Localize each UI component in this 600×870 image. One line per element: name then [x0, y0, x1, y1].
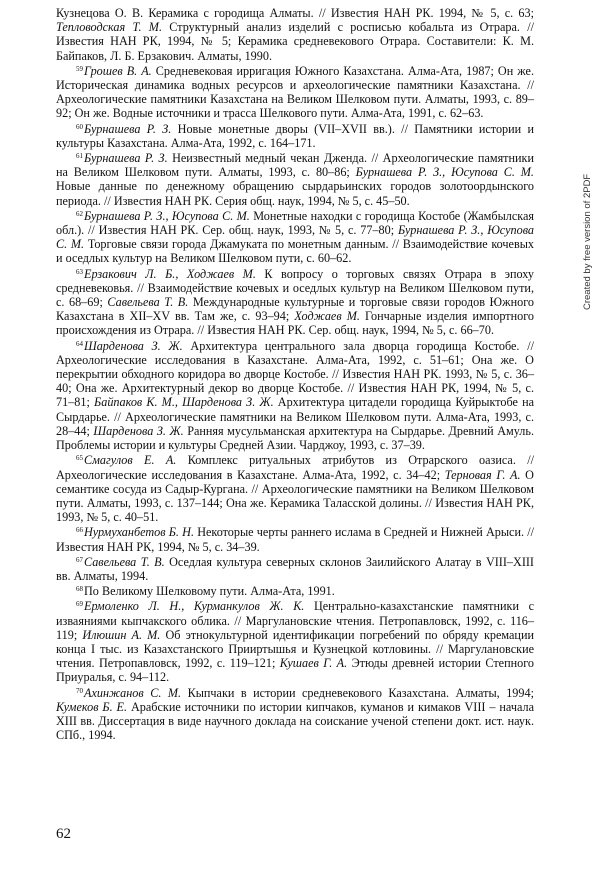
footnote-number: 62	[76, 209, 83, 218]
footnote-number: 70	[76, 686, 83, 695]
footnote-number: 61	[76, 152, 83, 161]
citation-text: Архитектура центрального зала дворца городища Костобе. // Археологические исследования в Казахстане. Алма-Ата, 1992, с. 51–61; Она же. О перекрытии обходного коридора во дворце Костобе. // Известия НАН РК. 1993, № 5, с. 36–40; Она же. Архитектурный декор во дворце Костобе. // Известия НАН РК, 1994, № 5, с. 71–81;	[56, 338, 534, 410]
footnote-number: 64	[76, 339, 83, 348]
citation-text: Архитектура цитадели городища Куйрыктобе на Сырдарье. // Археологические памятники на Великом Шелковом пути. Алма-Ата, 1993, с. 28–44;	[56, 395, 535, 438]
citation-author: Савельева Т. В.	[107, 295, 189, 310]
citation-author: Тепловодская Т. М.	[56, 20, 162, 35]
citation-author: Бурнашева Р. З.	[84, 121, 172, 136]
citation-author: Бурнашева Р. З., Юсупова С. М.	[56, 223, 534, 252]
citation-text: Кузнецова О. В. Керамика с городища Алматы. // Известия НАН РК. 1994, № 5, с. 63;	[56, 6, 534, 20]
citation-author: Кушаев Г. А.	[279, 656, 348, 671]
footnote-60	[56, 122, 534, 150]
citation-author: Савельева Т. В.	[84, 554, 165, 569]
footnote-number: 63	[76, 267, 83, 276]
citation-author: Бурнашева Р. З., Юсупова С. М.	[355, 165, 534, 180]
page-number: 62	[56, 826, 71, 842]
footnote-68	[56, 584, 534, 598]
citation-text: Структурный анализ изделий с росписью кобальта из Отрара. // Известия НАН РК, 1994, № 5; Керамика средневекового Отрара. Составители: К. М. Байпаков, Л. Б. Ерзакович. Алматы, 1990.	[56, 20, 535, 63]
footnote-70	[56, 686, 534, 743]
footnote-67	[56, 555, 534, 583]
citation-author: Кумеков Б. Е.	[56, 699, 128, 714]
footnote-65	[56, 453, 534, 524]
footnote-66	[56, 525, 534, 553]
citation-text: Арабские источники по истории кипчаков, куманов и кимаков VIII – начала XIII вв. Диссертация в виде научного доклада на соискание ученой степени докт. ист. наук. СПб., 1994.	[56, 699, 534, 743]
footnote-number: 67	[76, 555, 83, 564]
citation-text: Монетные находки с городища Костобе (Жамбылская обл.). // Известия НАН РК. Сер. общ. наук, 1993, № 5, с. 77–80;	[56, 208, 535, 238]
footnote-number: 59	[76, 64, 83, 73]
footnote-continuation	[56, 6, 534, 63]
footnote-number: 69	[76, 600, 83, 609]
citation-author: Грошев В. А.	[84, 63, 152, 78]
citation-author: Бурнашева Р. З.	[84, 151, 168, 166]
citation-author: Ходжаев М.	[294, 309, 360, 324]
citation-text: Торговые связи города Джамуката по монетным данным. // Взаимодействие кочевых и оседлых культур на Великом Шелковом пути, с. 60–62.	[56, 237, 534, 266]
citation-author: Ахинжанов С. М.	[84, 685, 182, 700]
citation-text: Ранняя мусульманская архитектура на Сырдарье. Древний Амуль. Проблемы истории и культуры Средней Азии. Чарджоу, 1993, с. 37–39.	[56, 423, 534, 453]
citation-text: Международные культурные и торговые связи городов Южного Казахстана в XII–XV вв. Там же, с. 93–94;	[56, 295, 534, 324]
footnotes-text	[56, 6, 534, 742]
citation-author: Илюшин А. М.	[82, 627, 161, 642]
footnote-61	[56, 151, 534, 208]
footnote-62	[56, 209, 534, 266]
citation-text: Об этнокультурной идентификации погребений по обряду кремации конца I тыс. из Казахстанского Прииртышья и Кузнецкой котловины. // Маргулановские чтения. Петропавловск, 1992, с. 119–121;	[56, 627, 534, 671]
citation-author: Шарденова З. Ж.	[84, 338, 183, 353]
citation-text: О семантике сосуда из Садыр-Кургана. // Археологические памятники на Великом Шелковом пути. Алматы, 1993, с. 137–144; Она же. Керамика Таласской долины. // Известия НАН РК, 1993, № 5, с. 40–51.	[56, 467, 534, 525]
citation-text: Новые данные по денежному обращению сырдарьинских городов золотоордынского периода. // Известия НАН РК. Серия общ. наук, 1994, № 5, с. 45–50.	[56, 179, 534, 208]
footnote-number: 65	[76, 454, 83, 463]
citation-author: Смагулов Е. А.	[84, 453, 177, 468]
citation-author: Шарденова З. Ж.	[93, 423, 184, 438]
citation-author: Бурнашева Р. З., Юсупова С. М.	[84, 208, 250, 223]
citation-author: Ермоленко Л. Н., Курманкулов Ж. К.	[84, 599, 305, 614]
citation-text: Кыпчаки в истории средневекового Казахстана. Алматы, 1994;	[181, 685, 534, 700]
citation-text: По Великому Шелковому пути. Алма-Ата, 1991.	[84, 584, 335, 599]
citation-text: К вопросу о торговых связях Отрара в эпоху средневековья. // Взаимодействие кочевых и оседлых культур на Великом Шелковом пути, с. 68–69;	[56, 266, 534, 310]
citation-author: Ерзакович Л. Б., Ходжаев М.	[84, 266, 256, 281]
footnote-69	[56, 599, 534, 684]
citation-text: Оседлая культура северных склонов Заилийского Алатау в VIII–XIII вв. Алматы, 1994.	[56, 554, 534, 583]
footnote-64	[56, 339, 534, 453]
citation-text: Гончарные изделия импортного происхождения из Отрара. // Известия НАН РК. Сер. общ. наук, 1994, № 5, с. 66–70.	[56, 309, 535, 338]
citation-author: Байпаков К. М., Шарденова З. Ж.	[94, 395, 274, 410]
citation-author: Терновая Г. А.	[444, 467, 521, 482]
citation-text: Средневековая ирригация Южного Казахстана. Алма-Ата, 1987; Он же. Историческая динамика водных ресурсов и археологические памятники Казахстана. // Археологические памятники Казахстана на Великом Шелковом пути. Алматы, 1993, с. 89–92; Он же. Водные источники и трасса Шелкового пути. Алма-Ата, 1991, с. 62–63.	[56, 63, 534, 121]
citation-text: Некоторые черты раннего ислама в Средней и Нижней Арыси. // Известия НАН РК, 1994, № 5, с. 34–39.	[56, 525, 534, 554]
footnote-63	[56, 267, 534, 338]
footnote-number: 60	[76, 122, 83, 131]
citation-text: Центрально-казахстанские памятники с изваяниями кыпчакского облика. // Маргулановские чтения. Петропавловск, 1992, с. 116–119;	[56, 599, 534, 642]
citation-text: Этюды древней истории Степного Приуралья, с. 94–112.	[56, 656, 535, 685]
footnote-number: 66	[76, 526, 83, 535]
footnote-59	[56, 64, 534, 121]
citation-text: Неизвестный медный чекан Дженда. // Археологические памятники на Великом Шелковом пути. Алматы, 1993, с. 80–86;	[56, 151, 534, 180]
citation-author: Нурмуханбетов Б. Н.	[84, 525, 194, 540]
citation-text: Новые монетные дворы (VII–XVII вв.). // Памятники истории и культуры Казахстана. Алма-Ата, 1992, с. 164–171.	[56, 121, 534, 150]
pdf-watermark: Created by free version of 2PDF	[582, 173, 593, 310]
citation-text: Комплекс ритуальных атрибутов из Отрарского оазиса. // Археологические исследования в Казахстане. Алма-Ата, 1992, с. 34–42;	[56, 453, 534, 482]
footnote-number: 68	[76, 585, 83, 594]
